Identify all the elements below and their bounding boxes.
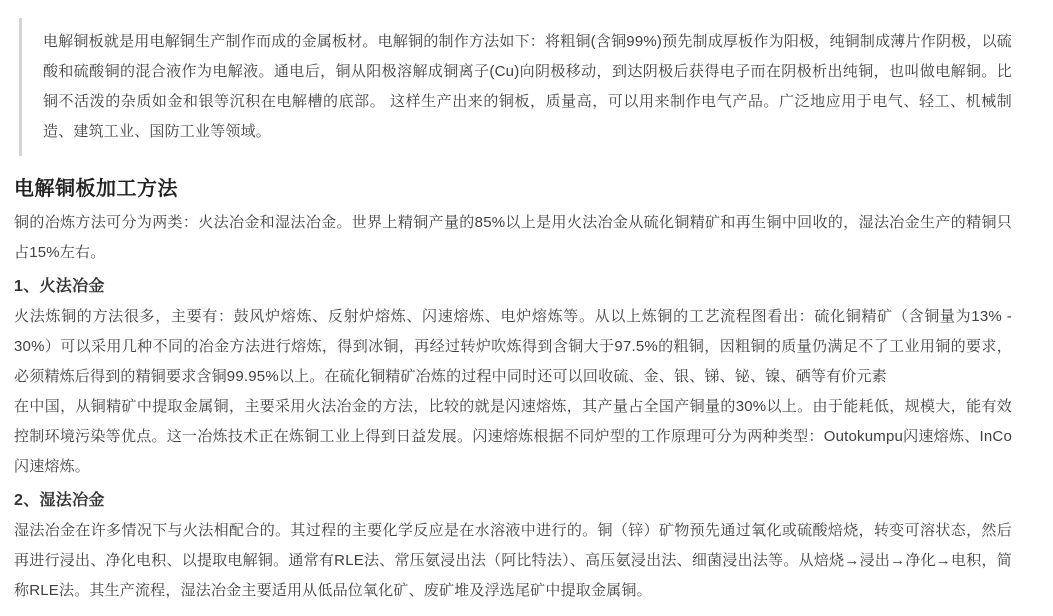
paragraph-pyrometallurgy-china: 在中国，从铜精矿中提取金属铜，主要采用火法冶金的方法，比较的就是闪速熔炼，其产量占全国产铜量的30%以上。由于能耗低，规模大，能有效控制环境污染等优点。这一冶炼技术正在炼铜工业上得到日益发展。闪速熔炼根据不同炉型的工作原理可分为两种类型：Outokumpu闪速熔炼、InCo闪速熔炼。	[14, 398, 1012, 475]
subsection-heading-pyrometallurgy: 1、火法冶金	[14, 278, 105, 295]
subsection-heading-hydrometallurgy: 2、湿法冶金	[14, 492, 105, 509]
paragraph-hydrometallurgy: 湿法冶金在许多情况下与火法相配合的。其过程的主要化学反应是在水溶液中进行的。铜（锌）矿物预先通过氧化或硫酸焙烧，转变可溶状态，然后再进行浸出、净化电积、以提取电解铜。通常有RLE法、常压氨浸出法（阿比特法）、高压氨浸出法、细菌浸出法等。从焙烧→浸出→净化→电积，简称RLE法。其生产流程，湿法冶金主要适用从低品位氧化矿、废矿堆及浮选尾矿中提取金属铜。	[14, 522, 1012, 599]
paragraph-smelting-overview: 铜的冶炼方法可分为两类：火法冶金和湿法冶金。世界上精铜产量的85%以上是用火法冶金从硫化铜精矿和再生铜中回收的，湿法冶金生产的精铜只占15%左右。	[14, 214, 1012, 261]
paragraph-pyrometallurgy-methods: 火法炼铜的方法很多，主要有：鼓风炉熔炼、反射炉熔炼、闪速熔炼、电炉熔炼等。从以上炼铜的工艺流程图看出：硫化铜精矿（含铜量为13% - 30%）可以采用几种不同的冶金方法进行熔炼，得到冰铜，再经过转炉吹炼得到含铜大于97.5%的粗铜，因粗铜的质量仍满足不了工业用铜的要求，必须精炼后得到的精铜要求含铜99.95%以上。在硫化铜精矿冶炼的过程中同时还可以回收硫、金、银、锑、铋、镍、硒等有价元素	[14, 308, 1012, 385]
intro-blockquote	[19, 18, 1012, 156]
section-title: 电解铜板加工方法	[14, 178, 178, 200]
intro-blockquote-text: 电解铜板就是用电解铜生产制作而成的金属板材。电解铜的制作方法如下：将粗铜(含铜99%)预先制成厚板作为阳极，纯铜制成薄片作阴极，以硫酸和硫酸铜的混合液作为电解液。通电后，铜从阳极溶解成铜离子(Cu)向阴极移动，到达阴极后获得电子而在阴极析出纯铜，也叫做电解铜。比铜不活泼的杂质如金和银等沉积在电解槽的底部。 这样生产出来的铜板，质量高，可以用来制作电气产品。广泛地应用于电气、轻工、机械制造、建筑工业、国防工业等领域。	[43, 33, 1012, 140]
